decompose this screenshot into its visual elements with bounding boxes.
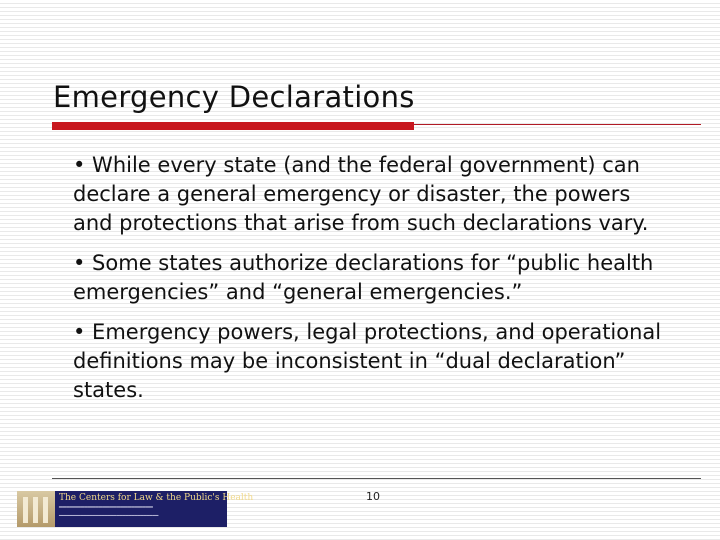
bullet-list [73, 151, 663, 416]
logo-title: The Centers for Law & the Public's Health [59, 493, 254, 503]
logo-subtitle: ━━━━━━━━━━━━━━━━━━━━━━━━━━ [59, 504, 153, 511]
title-accent-bar [52, 122, 414, 130]
page-number: 10 [366, 490, 380, 503]
bullet-item-3: • Emergency powers, legal protections, and operational definitions may be inconsistent in “dual declaration” states. [73, 320, 662, 402]
bullet-item-1: • While every state (and the federal government) can declare a general emergency or disaster, the powers and protections that arise from such declarations vary. [73, 153, 649, 235]
slide-title: Emergency Declarations [53, 80, 415, 114]
logo-fine-print: ━━━━━━━━━━━━━━━━━━━━━━━━━━━━━━━━━ [59, 513, 159, 519]
bullet-item-2: • Some states authorize declarations for “public health emergencies” and “general emergencies.” [73, 251, 654, 304]
footer-divider [52, 478, 701, 479]
columns-icon [17, 491, 55, 527]
center-logo [17, 491, 254, 527]
